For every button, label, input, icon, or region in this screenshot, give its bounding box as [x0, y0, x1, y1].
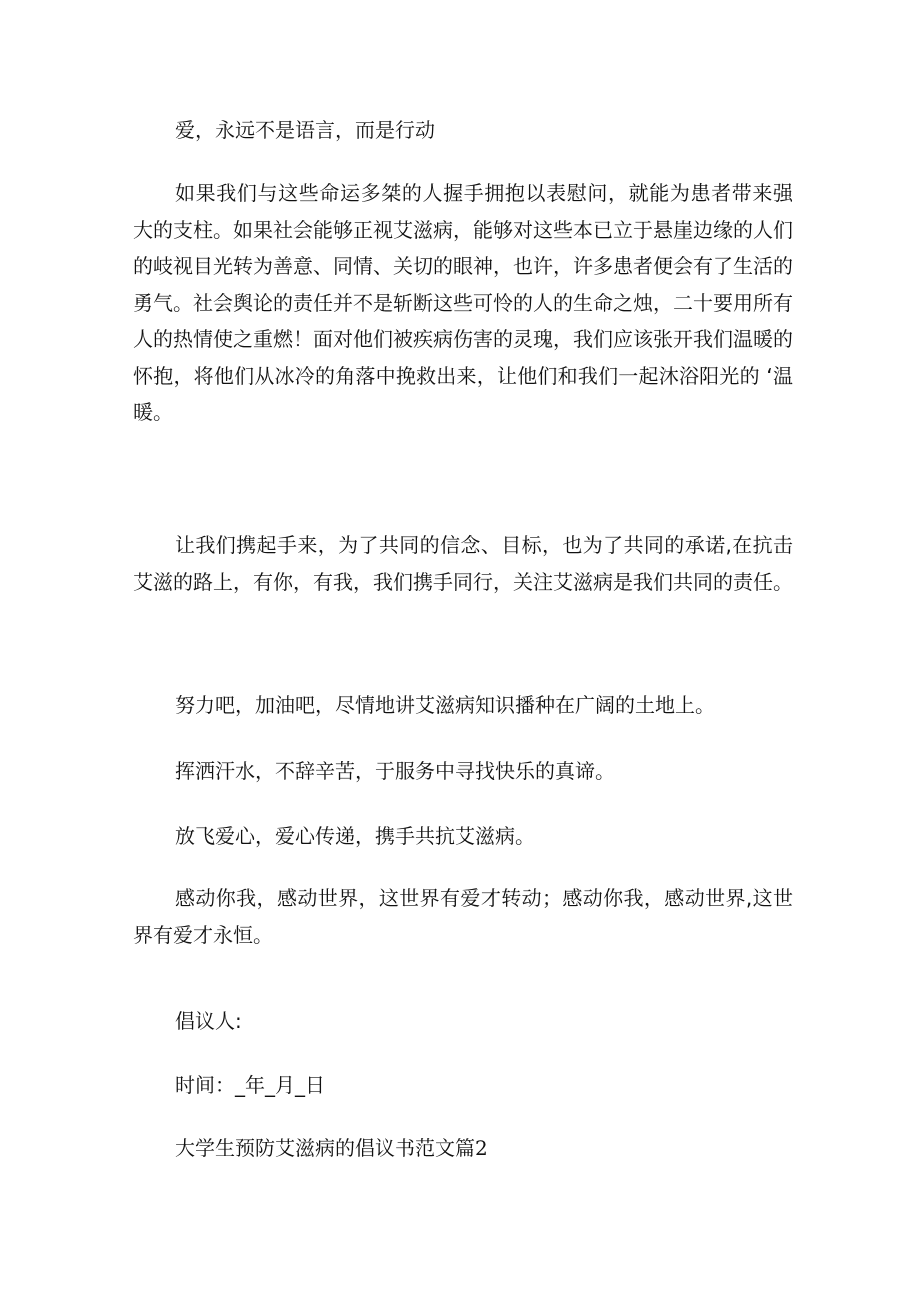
paragraph-love-is-action: 爱，永远不是语言，而是行动	[175, 118, 435, 142]
next-article-heading: 大学生预防艾滋病的倡议书范文篇2	[175, 1136, 488, 1160]
paragraph-move-the-world: 感动你我，感动世界，这世界有爱才转动；感动你我，感动世界,这世界有爱才永恒。	[133, 886, 793, 947]
paragraph-serve-with-joy: 挥洒汗水，不辞辛苦，于服务中寻找快乐的真谛。	[175, 759, 615, 783]
signature-date: 时间：_年_月_日	[175, 1073, 325, 1097]
paragraph-support-patients: 如果我们与这些命运多桀的人握手拥抱以表慰问，就能为患者带来强大的支柱。如果社会能够正视艾滋病，能够对这些本已立于悬崖边缘的人们的岐视目光转为善意、同情、关切的眼神，也许，许多患者便会有了生活的勇气。社会舆论的责任并不是斩断这些可怜的人的生命之烛，二十要用所有人的热情使之重燃！面对他们被疾病伤害的灵瑰，我们应该张开我们温暖的怀抱，将他们从冰冷的角落中挽救出来，让他们和我们一起沐浴阳光的 ‘温暖。	[133, 181, 793, 424]
signature-initiator: 倡议人:	[175, 1009, 242, 1033]
paragraph-join-hands: 让我们携起手来，为了共同的信念、目标，也为了共同的承诺,在抗击艾滋的路上，有你，有我，我们携手同行，关注艾滋病是我们共同的责任。	[133, 533, 793, 594]
paragraph-pass-on-love: 放飞爱心，爱心传递，携手共抗艾滋病。	[175, 824, 535, 848]
paragraph-spread-knowledge: 努力吧，加油吧，尽情地讲艾滋病知识播种在广阔的土地上。	[175, 693, 715, 717]
